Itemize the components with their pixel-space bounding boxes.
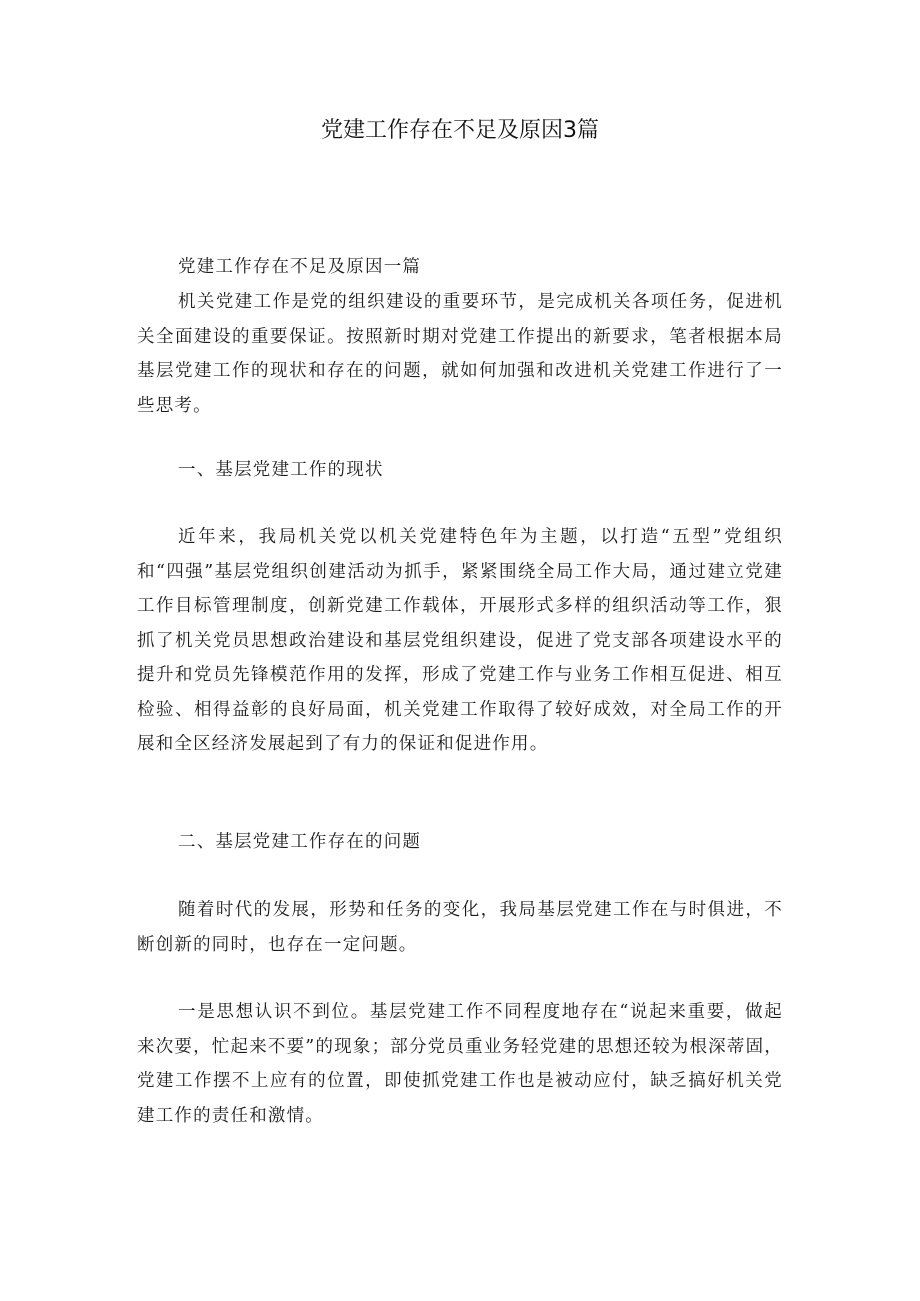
document-title: 党建工作存在不足及原因3篇 <box>321 118 599 143</box>
section-heading-problems: 二、基层党建工作存在的问题 <box>178 832 422 852</box>
paragraph-problems-intro: 随着时代的发展，形势和任务的变化，我局基层党建工作在与时俱进，不断创新的同时，也存在一定问题。 <box>137 900 783 955</box>
paragraph-status: 近年来，我局机关党以机关党建特色年为主题，以打造“五型”党组织和“四强”基层党组织创建活动为抓手，紧紧围绕全局工作大局，通过建立党建工作目标管理制度，创新党建工作载体，开展形式多样的组织活动等工作，狠抓了机关党员思想政治建设和基层党组织建设，促进了党支部各项建设水平的提升和党员先锋模范作用的发挥，形成了党建工作与业务工作相互促进、相互检验、相得益彰的良好局面，机关党建工作取得了较好成效，对全局工作的开展和全区经济发展起到了有力的保证和促进作用。 <box>137 527 783 754</box>
paragraph-problem-1: 一是思想认识不到位。基层党建工作不同程度地存在“说起来重要，做起来次要，忙起来不要”的现象；部分党员重业务轻党建的思想还较为根深蒂固，党建工作摆不上应有的位置，即使抓党建工作也是被动应付，缺乏搞好机关党建工作的责任和激情。 <box>137 1002 783 1126</box>
paragraph-intro: 机关党建工作是党的组织建设的重要环节，是完成机关各项任务，促进机关全面建设的重要保证。按照新时期对党建工作提出的新要求，笔者根据本局基层党建工作的现状和存在的问题，就如何加强和改进机关党建工作进行了一些思考。 <box>137 292 783 416</box>
section-heading-status: 一、基层党建工作的现状 <box>178 460 384 480</box>
document-subtitle: 党建工作存在不足及原因一篇 <box>178 257 422 277</box>
